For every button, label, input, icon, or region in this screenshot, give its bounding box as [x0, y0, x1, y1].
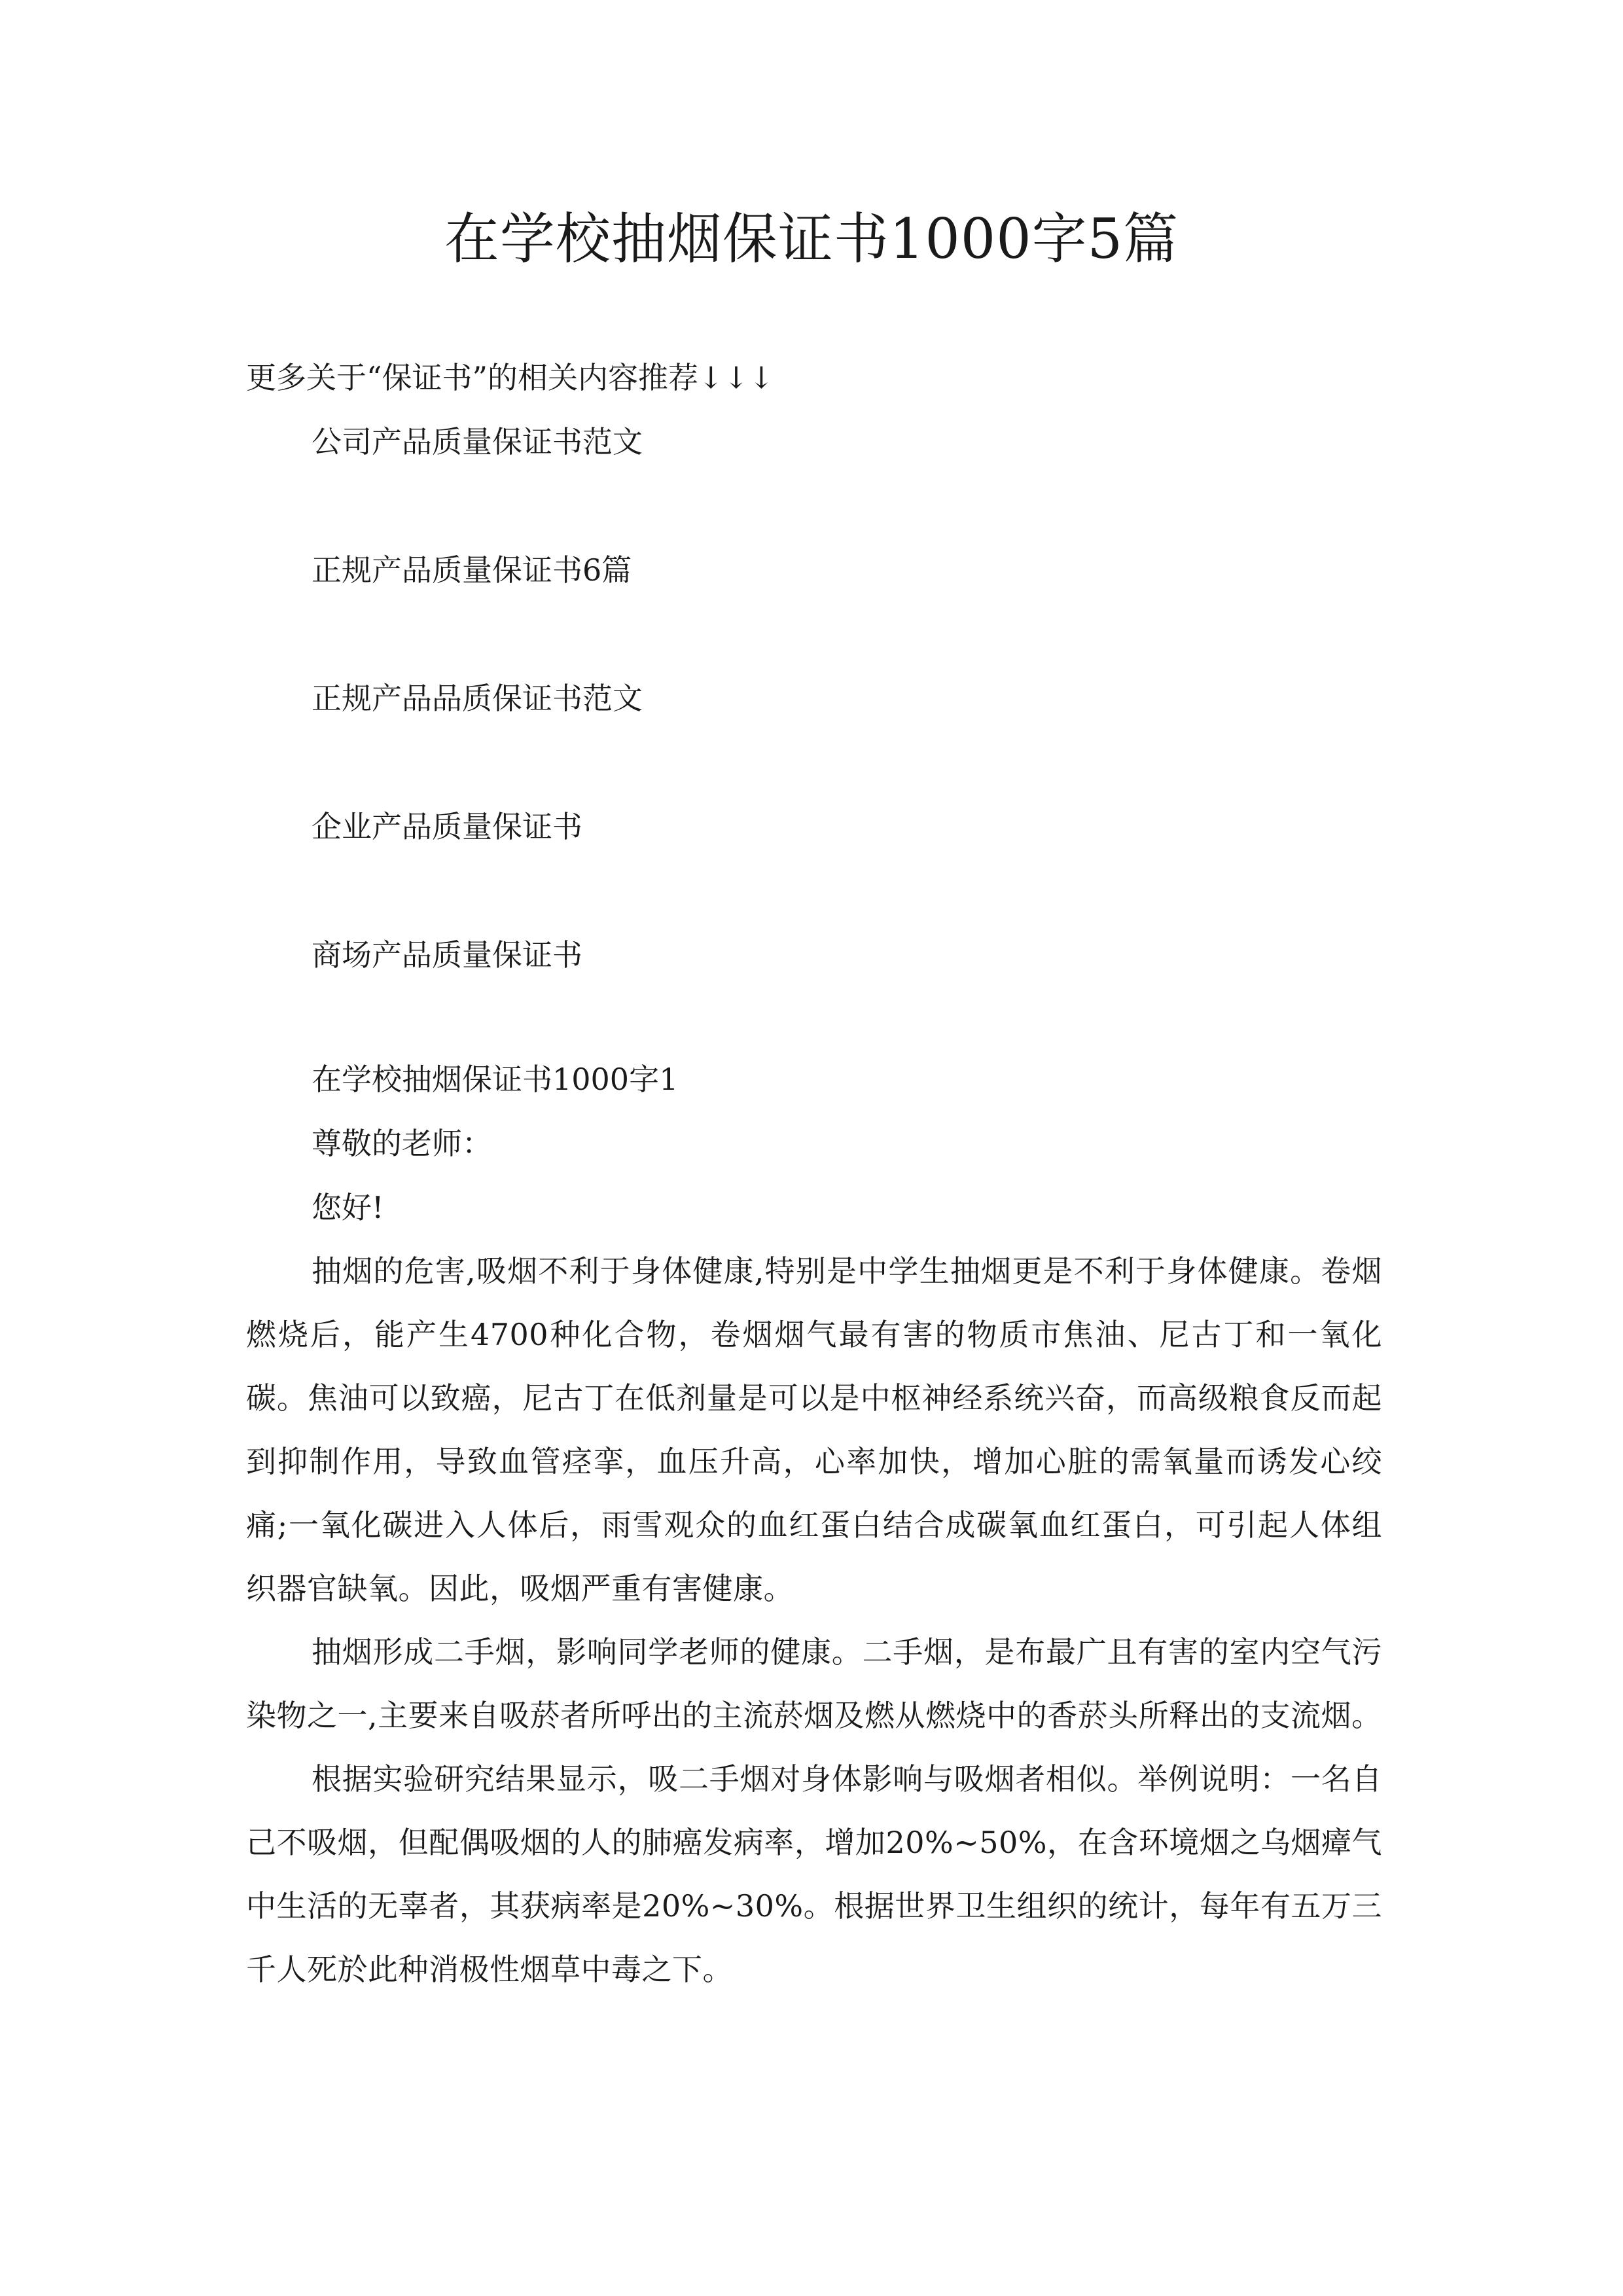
recommend-link-2[interactable]: [312, 538, 1359, 666]
salutation: 尊敬的老师：: [312, 1126, 492, 1161]
recommend-link-1[interactable]: [312, 410, 1359, 538]
letter-body: [246, 1240, 1382, 2001]
document-title: 在学校抽烟保证书1000字5篇: [444, 207, 1179, 271]
recommend-link-label[interactable]: 企业产品质量保证书: [312, 809, 582, 844]
recommend-list: [312, 410, 1359, 1051]
recommend-link-label[interactable]: 正规产品品质保证书范文: [312, 681, 643, 716]
letter-header: [312, 1047, 1382, 1240]
recommend-link-label[interactable]: 正规产品质量保证书6篇: [312, 552, 632, 588]
recommend-link-5[interactable]: [312, 923, 1359, 1051]
section-heading: 在学校抽烟保证书1000字1: [312, 1062, 679, 1097]
body-paragraph: 抽烟形成二手烟，影响同学老师的健康。二手烟，是布最广且有害的室内空气污染物之一,主要来自吸菸者所呼出的主流菸烟及燃从燃烧中的香菸头所释出的支流烟。: [246, 1634, 1382, 1733]
recommend-link-3[interactable]: [312, 666, 1359, 795]
recommend-link-label[interactable]: 商场产品质量保证书: [312, 937, 582, 973]
body-paragraph: 抽烟的危害,吸烟不利于身体健康,特别是中学生抽烟更是不利于身体健康。卷烟燃烧后，能产生4700种化合物，卷烟烟气最有害的物质市焦油、尼古丁和一氧化碳。焦油可以致癌，尼古丁在低剂量是可以是中枢神经系统兴奋，而高级粮食反而起到抑制作用，导致血管痉挛，血压升高，心率加快，增加心脏的需氧量而诱发心绞痛;一氧化碳进入人体后，雨雪观众的血红蛋白结合成碳氧血红蛋白，可引起人体组织器官缺氧。因此，吸烟严重有害健康。: [246, 1253, 1382, 1606]
body-paragraph: 根据实验研究结果显示，吸二手烟对身体影响与吸烟者相似。举例说明：一名自己不吸烟，但配偶吸烟的人的肺癌发病率，增加20%~50%，在含环境烟之乌烟瘴气中生活的无辜者，其获病率是20%~30%。根据世界卫生组织的统计，每年有五万三千人死於此种消极性烟草中毒之下。: [246, 1761, 1382, 1987]
greeting: 您好!: [312, 1190, 384, 1225]
recommend-link-4[interactable]: [312, 795, 1359, 923]
recommend-intro: 更多关于“保证书”的相关内容推荐↓↓↓: [246, 360, 774, 395]
recommend-link-label[interactable]: 公司产品质量保证书范文: [312, 424, 643, 459]
